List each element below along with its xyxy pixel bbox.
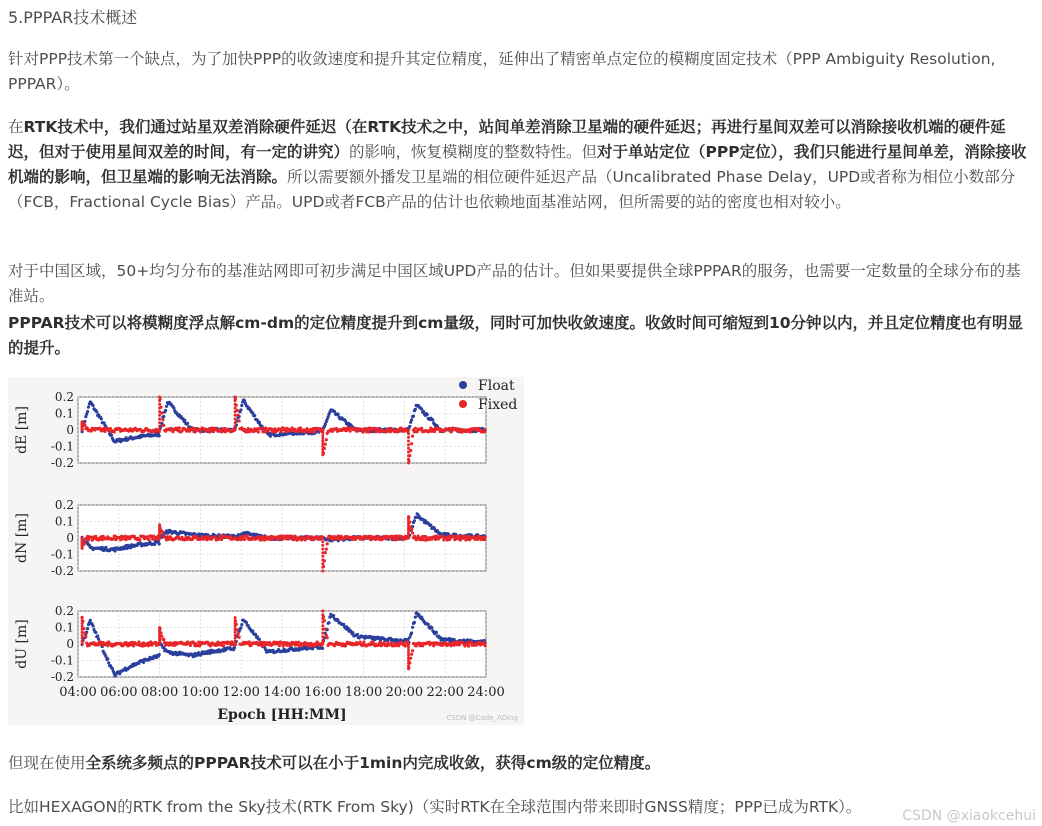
fixed-point [234, 396, 237, 399]
fixed-point [321, 617, 324, 620]
float-point [258, 421, 261, 424]
fixed-point [321, 632, 324, 635]
fixed-point [321, 429, 324, 432]
fixed-point [326, 542, 329, 545]
fixed-point [81, 634, 84, 637]
y-tick-label: 0.2 [54, 604, 74, 618]
fixed-point [234, 622, 237, 625]
fixed-point [321, 448, 324, 451]
float-point [414, 408, 417, 411]
fixed-point [278, 644, 281, 647]
y-tick-label: -0.2 [50, 564, 74, 578]
float-point [100, 417, 103, 420]
float-point [258, 638, 261, 641]
float-point [158, 542, 161, 545]
fixed-point [321, 613, 324, 616]
x-tick-label: 20:00 [385, 685, 424, 700]
x-tick-label: 04:00 [59, 685, 97, 700]
fixed-point [459, 538, 462, 541]
float-point [183, 419, 186, 422]
fixed-point [407, 429, 410, 432]
fixed-point [158, 410, 161, 413]
fixed-point [321, 544, 324, 547]
float-point [243, 399, 246, 402]
fixed-point [362, 640, 365, 643]
fixed-point [407, 654, 410, 657]
fixed-point [119, 538, 122, 541]
float-point [96, 634, 99, 637]
fixed-point [321, 628, 324, 631]
fixed-point [237, 632, 240, 635]
fixed-point [81, 420, 84, 423]
fixed-point [321, 639, 324, 642]
text-span: 的影响，恢复模糊度的整数特性。但 [349, 143, 598, 161]
float-point [435, 631, 438, 634]
fixed-point [321, 570, 324, 573]
fixed-point [349, 430, 352, 433]
float-point [186, 422, 189, 425]
fixed-point [396, 538, 399, 541]
fixed-point [407, 436, 410, 439]
y-tick-label: 0 [66, 423, 74, 437]
positioning-error-chart [8, 377, 524, 725]
fixed-point [407, 440, 410, 443]
figure-watermark: CSDN @Code_ADing [446, 714, 518, 722]
float-point [410, 418, 413, 421]
bold-span: PPPAR技术可以将模糊度浮点解cm-dm的定位精度提升到cm量级，同时可加快收敛速度。收敛时间可缩短到10分钟以内，并且定位精度也有明显的提升。 [8, 314, 1024, 357]
fixed-point [238, 419, 241, 422]
fixed-point [321, 537, 324, 540]
fixed-point [81, 640, 84, 643]
fixed-point [81, 622, 84, 625]
fixed-point [260, 427, 263, 430]
float-point [89, 619, 92, 622]
fixed-point [234, 407, 237, 410]
fixed-point [234, 425, 237, 428]
fixed-point [414, 427, 417, 430]
float-point [327, 621, 330, 624]
fixed-point [483, 641, 486, 644]
fixed-point [410, 528, 413, 531]
float-point [114, 549, 117, 552]
fixed-point [321, 562, 324, 565]
float-point [422, 410, 425, 413]
float-point [97, 638, 100, 641]
fixed-point [243, 538, 246, 541]
fixed-point [81, 619, 84, 622]
fixed-point [321, 434, 324, 437]
fixed-point [321, 437, 324, 440]
text-span: 所以需要额外播发卫星端的相位硬件延迟产品（Uncalibrated Phase Delay，UPD或者称为相位小数部分（FCB，Fractional Cycle Bias）产品。UPD或者FCB产品的估计也依赖地面基准站网，但所需要的站的密度也相对较小。 [8, 168, 1016, 211]
x-tick-label: 06:00 [100, 685, 138, 700]
fixed-point [234, 537, 237, 540]
y-tick-label: -0.1 [50, 547, 74, 562]
float-point [351, 631, 354, 634]
section-title: 5.PPPAR技术概述 [8, 8, 138, 27]
fixed-point [158, 425, 161, 428]
float-point [162, 415, 165, 418]
y-tick-label: 0.1 [54, 406, 74, 421]
fixed-point [234, 410, 237, 413]
fixed-point [178, 426, 181, 429]
fixed-point [297, 641, 300, 644]
fixed-point [161, 531, 164, 534]
fixed-point [465, 538, 468, 541]
fixed-point [214, 535, 217, 538]
fixed-point [257, 430, 260, 433]
fixed-point [407, 462, 410, 465]
fixed-point [158, 399, 161, 402]
fixed-point [407, 656, 410, 659]
float-point [233, 646, 236, 649]
fixed-point [321, 555, 324, 558]
float-point [429, 524, 432, 527]
float-point [337, 413, 340, 416]
x-tick-label: 18:00 [344, 685, 383, 700]
fixed-point [158, 407, 161, 410]
fixed-point [234, 616, 237, 619]
fixed-point [321, 566, 324, 569]
y-tick-label: -0.1 [50, 439, 74, 454]
fixed-point [269, 538, 272, 541]
float-point [410, 631, 413, 634]
fixed-point [313, 430, 316, 433]
x-tick-label: 16:00 [304, 685, 342, 700]
text-span: 在 [8, 118, 24, 136]
fixed-point [321, 451, 324, 454]
float-point [431, 418, 434, 421]
fixed-point [321, 445, 324, 448]
fixed-point [321, 540, 324, 543]
float-point [158, 434, 161, 437]
float-point [426, 413, 429, 416]
legend-label: Float [478, 378, 515, 394]
fixed-point [321, 621, 324, 624]
fixed-point [326, 636, 329, 639]
region-paragraph: 对于中国区域，50+均匀分布的基准站网即可初步满足中国区域UPD产品的估计。但如果要提供全球PPPAR的服务，也需要一定数量的全球分布的基准站。 [8, 262, 1021, 305]
x-tick-label: 08:00 [140, 685, 179, 700]
fixed-point [234, 421, 237, 424]
fixed-point [394, 538, 397, 541]
fixed-point [158, 626, 161, 629]
fixed-point [234, 429, 237, 432]
fixed-point [407, 447, 410, 450]
fixed-point [411, 435, 414, 438]
float-point [86, 410, 89, 413]
x-tick-label: 22:00 [426, 685, 464, 700]
float-point [430, 626, 433, 629]
fixed-point [411, 531, 414, 534]
fixed-point [83, 632, 86, 635]
fixed-point [280, 430, 283, 433]
hexagon-paragraph: 比如HEXAGON的RTK from the Sky技术(RTK From Sky)（实时RTK在全球范围内带来即时GNSS精度；PPP已成为RTK）。 [8, 798, 862, 816]
float-point [427, 623, 430, 626]
fixed-point [407, 643, 410, 646]
float-point [94, 631, 97, 634]
y-tick-label: 0.2 [54, 498, 74, 512]
y-tick-label: 0.2 [54, 390, 74, 404]
fixed-point [321, 635, 324, 638]
intro-paragraph: 针对PPP技术第一个缺点，为了加快PPP的收敛速度和提升其定位精度，延伸出了精密单点定位的模糊度固定技术（PPP Ambiguity Resolution, PPPAR）。 [8, 50, 996, 93]
fixed-point [467, 645, 470, 648]
fixed-point [407, 432, 410, 435]
fixed-point [238, 636, 241, 639]
fixed-point [407, 659, 410, 662]
float-point [411, 626, 414, 629]
bold-span: RTK技术中，我们通过站星双差消除硬件延迟（在RTK技术之中，站间单差消除卫星端的硬件延迟；再进行星间双差可以消除接收机端的硬件延迟，但对于使用星间双差的时间，有一定的讲究） [8, 118, 1006, 161]
float-point [356, 633, 359, 636]
fixed-point [410, 442, 413, 445]
float-point [239, 408, 242, 411]
x-tick-label: 10:00 [181, 685, 220, 700]
fixed-point [158, 396, 161, 399]
fixed-point [158, 421, 161, 424]
fixed-point [112, 537, 115, 540]
fixed-point [407, 662, 410, 665]
fixed-point [484, 428, 487, 431]
float-point [101, 546, 104, 549]
fixed-point [234, 634, 237, 637]
fixed-point [321, 431, 324, 434]
fixed-point [162, 638, 165, 641]
x-tick-label: 12:00 [222, 685, 260, 700]
fixed-point [162, 424, 165, 427]
y-tick-label: 0.1 [54, 514, 74, 529]
fixed-point [81, 625, 84, 628]
fixed-point [81, 643, 84, 646]
fixed-point [407, 443, 410, 446]
bold-span: 对于单站定位（PPP定位），我们只能进行星间单差，消除接收机端的影响，但卫星端的影响无法消除。 [8, 143, 1027, 186]
float-point [239, 626, 242, 629]
fixed-point [138, 538, 141, 541]
float-point [254, 633, 257, 636]
fixed-point [189, 644, 192, 647]
float-point [253, 414, 256, 417]
float-point [86, 627, 89, 630]
fixed-point [321, 643, 324, 646]
y-axis-label: dU [m] [14, 619, 30, 669]
fixed-point [321, 548, 324, 551]
fixed-point [282, 644, 285, 647]
fixed-point [321, 442, 324, 445]
float-point [95, 410, 98, 413]
fixed-point [234, 399, 237, 402]
fixed-point [234, 625, 237, 628]
fixed-point [420, 427, 423, 430]
pppar-summary [8, 311, 1036, 361]
y-axis-label: dE [m] [14, 406, 30, 454]
fixed-point [158, 429, 161, 432]
fixed-point [132, 644, 135, 647]
float-point [164, 409, 167, 412]
fixed-point [81, 628, 84, 631]
fixed-point [321, 559, 324, 562]
fixed-point [158, 414, 161, 417]
y-tick-label: 0.1 [54, 620, 74, 635]
float-point [413, 621, 416, 624]
float-point [408, 425, 411, 428]
fixed-point [407, 651, 410, 654]
fixed-point [234, 643, 237, 646]
fixed-point [234, 628, 237, 631]
page-watermark: CSDN @xiaokcehui [902, 808, 1036, 824]
float-point [332, 614, 335, 617]
legend-label: Fixed [478, 397, 518, 413]
fixed-point [154, 641, 157, 644]
float-point [412, 415, 415, 418]
fixed-point [220, 538, 223, 541]
fixed-point [407, 458, 410, 461]
x-tick-label: 24:00 [467, 685, 505, 700]
float-point [92, 404, 95, 407]
float-point [106, 657, 109, 660]
y-tick-label: -0.2 [50, 670, 74, 684]
float-point [321, 647, 324, 650]
fixed-point [237, 414, 240, 417]
fixed-point [321, 440, 324, 443]
rtk-paragraph [8, 115, 1036, 215]
fixed-point [392, 535, 395, 538]
fixed-point [234, 631, 237, 634]
fixed-point [81, 545, 84, 548]
fixed-point [407, 645, 410, 648]
float-point [92, 624, 95, 627]
text-span: 但现在使用 [8, 754, 86, 772]
x-axis-label: Epoch [HH:MM] [217, 707, 347, 723]
fixed-point [321, 453, 324, 456]
fixed-point [81, 637, 84, 640]
fixed-point [161, 418, 164, 421]
float-point [342, 623, 345, 626]
fixed-point [325, 548, 328, 551]
fixed-point [321, 610, 324, 613]
pppar-figure [8, 377, 524, 725]
fixed-point [270, 427, 273, 430]
fixed-point [83, 541, 86, 544]
fixed-point [158, 418, 161, 421]
fixed-point [484, 536, 487, 539]
float-point [240, 623, 243, 626]
float-point [240, 404, 243, 407]
fixed-point [407, 667, 410, 670]
fixed-point [234, 418, 237, 421]
y-tick-label: -0.2 [50, 456, 74, 470]
fixed-point [199, 430, 202, 433]
fixed-point [234, 414, 237, 417]
float-point [110, 434, 113, 437]
fixed-point [404, 644, 407, 647]
fixed-point [158, 523, 161, 526]
fixed-point [87, 538, 90, 541]
legend-marker [459, 381, 467, 389]
fixed-point [81, 616, 84, 619]
fixed-point [410, 653, 413, 656]
x-tick-label: 14:00 [263, 685, 301, 700]
y-tick-label: 0 [66, 531, 74, 545]
float-point [414, 616, 417, 619]
fixed-point [407, 454, 410, 457]
fixed-point [325, 438, 328, 441]
y-tick-label: -0.1 [50, 653, 74, 668]
fixed-point [407, 665, 410, 668]
fixed-point [368, 430, 371, 433]
legend-marker [459, 400, 467, 408]
float-point [142, 661, 145, 664]
y-tick-label: 0 [66, 637, 74, 651]
fixed-point [158, 403, 161, 406]
fixed-point [398, 430, 401, 433]
fixed-point [411, 649, 414, 652]
fixed-point [321, 624, 324, 627]
y-axis-label: dN [m] [14, 513, 30, 563]
fixed-point [234, 640, 237, 643]
float-point [251, 629, 254, 632]
fixed-point [407, 451, 410, 454]
float-point [107, 661, 110, 664]
fixed-point [234, 403, 237, 406]
fixed-point [148, 538, 151, 541]
float-point [158, 653, 161, 656]
fixed-point [234, 637, 237, 640]
bold-span: 全系统多频点的PPPAR技术可以在小于1min内完成收敛，获得cm级的定位精度。 [85, 754, 661, 772]
fixed-point [222, 644, 225, 647]
fixed-point [84, 635, 87, 638]
fixed-point [208, 430, 211, 433]
fixed-point [137, 640, 140, 643]
fixed-point [234, 619, 237, 622]
fixed-point [81, 631, 84, 634]
fixed-point [484, 644, 487, 647]
float-point [413, 519, 416, 522]
fixed-point [407, 515, 410, 518]
fixed-point [321, 551, 324, 554]
multi-gnss-paragraph [8, 751, 1036, 776]
float-point [87, 406, 90, 409]
fixed-point [407, 648, 410, 651]
